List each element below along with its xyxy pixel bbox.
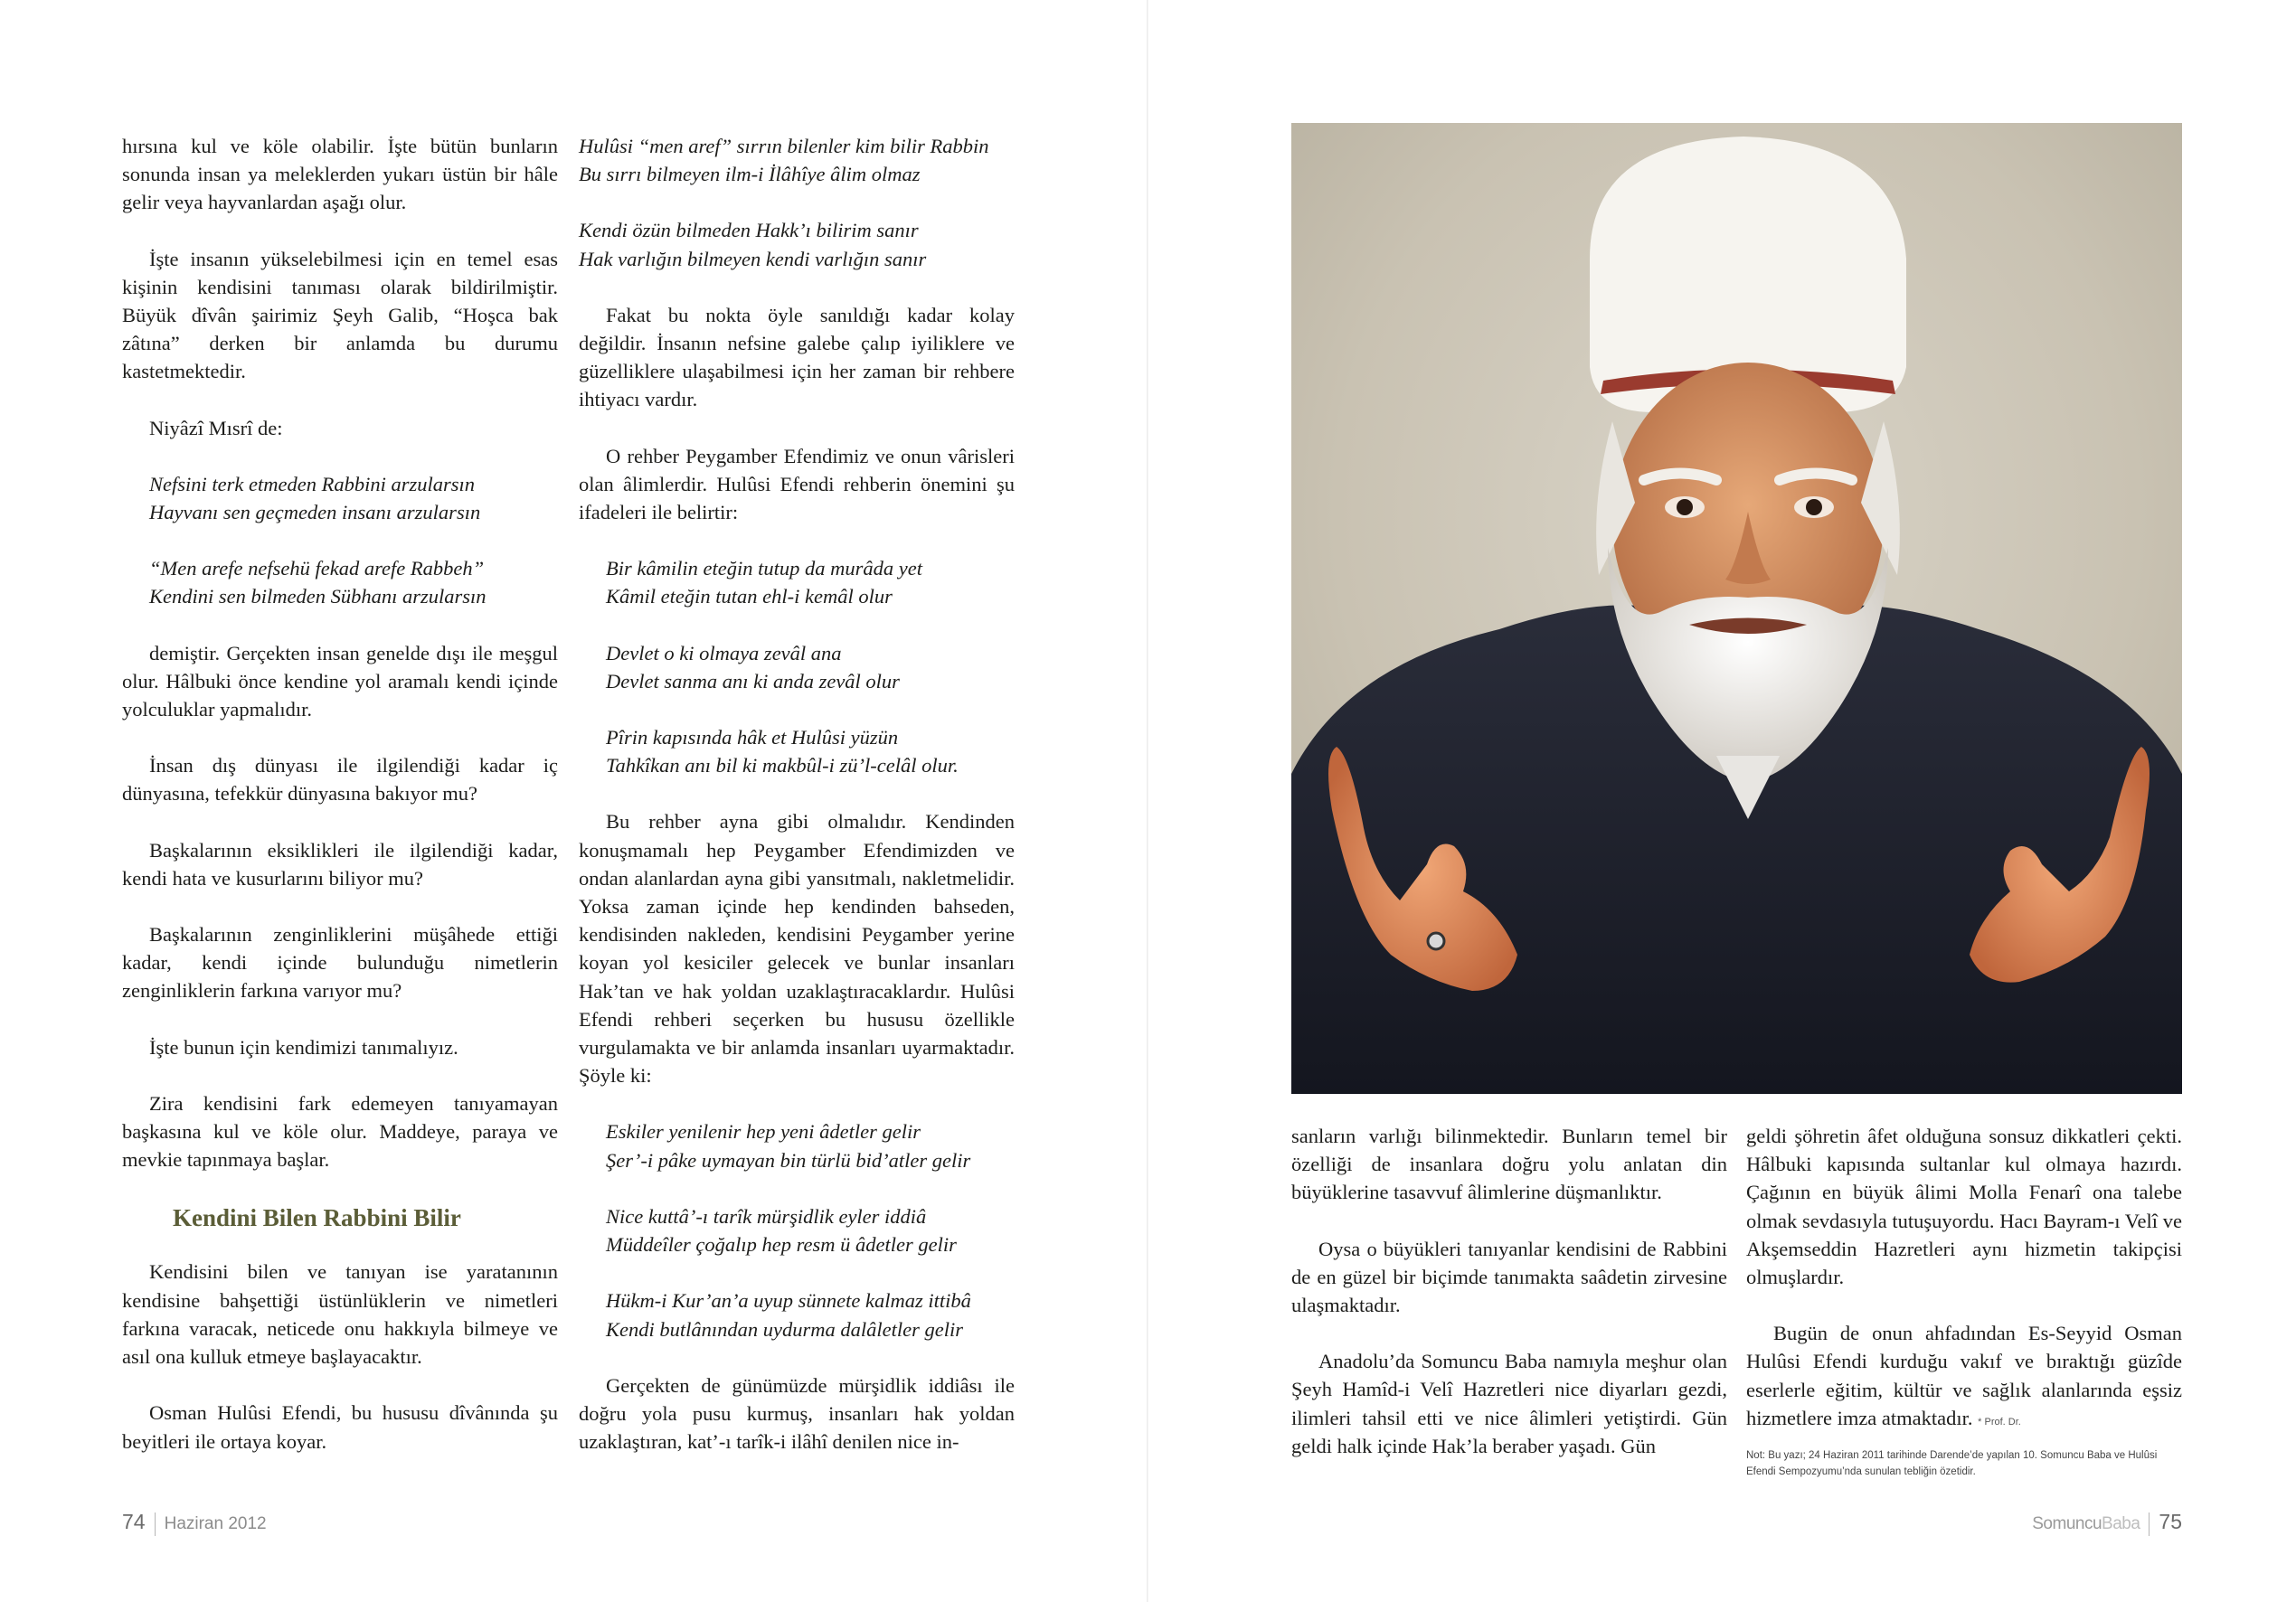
verse bbox=[579, 216, 1015, 272]
brand-name-bold: Somuncu bbox=[2032, 1514, 2102, 1533]
footer-divider bbox=[155, 1512, 156, 1536]
verse bbox=[579, 1117, 1015, 1173]
paragraph: Başkalarının eksiklikleri ile ilgilendiği kadar, kendi hata ve kusurlarını biliyor mu? bbox=[122, 838, 558, 890]
verse-line: Pîrin kapısında hâk et Hulûsi yüzün bbox=[606, 726, 899, 749]
paragraph: İşte bunun için kendimizi tanımalıyız. bbox=[149, 1035, 458, 1059]
verse-line: Şer’-i pâke uymayan bin türlü bid’atler gelir bbox=[606, 1148, 971, 1172]
left-footer bbox=[122, 1510, 267, 1536]
page-number: 74 bbox=[122, 1510, 146, 1533]
ring bbox=[1428, 933, 1444, 949]
paragraph: İşte insanın yükselebilmesi için en temel esas kişinin kendisini tanıması olarak bildirilmiştir. Büyük dîvân şairimiz Şeyh Galib, “Hoşca bak zâtına” derken bir anlamda bu durumu kastetmektedir. bbox=[122, 247, 558, 383]
verse bbox=[579, 723, 1015, 779]
verse-line: Tahkîkan anı bil ki makbûl-i zü’l-celâl olur. bbox=[606, 754, 959, 777]
verse bbox=[579, 1286, 1015, 1343]
verse bbox=[579, 554, 1015, 610]
verse-line: Hak varlığın bilmeyen kendi varlığın sanır bbox=[579, 247, 927, 270]
issue-date: Haziran 2012 bbox=[164, 1514, 267, 1533]
brand-logo bbox=[2032, 1514, 2140, 1533]
verse-line: Hayvanı sen geçmeden insanı arzularsın bbox=[149, 501, 481, 524]
paragraph: geldi şöhretin âfet olduğuna sonsuz dikkatleri çekti. Hâlbuki kapısında sultanlar kul olmaya hazırdı. Çağının en büyük âlimi Molla Fenarî ona talebe olmak sevdasıyla tutuşuyordu. Hacı Bayram-ı Velî ve Akşemseddin Hazretleri aynı hizmetin takipçisi olmuşlardır. bbox=[1746, 1125, 2182, 1289]
section-heading: Kendini Bilen Rabbini Bilir bbox=[173, 1204, 461, 1232]
paragraph: Zira kendisini fark edemeyen tanıyamayan başkasına kul ve köle olur. Maddeye, paraya ve mevkie tapınmaya başlar. bbox=[122, 1091, 558, 1172]
pupil-right bbox=[1806, 499, 1822, 515]
paragraph: Anadolu’da Somuncu Baba namıyla meşhur olan Şeyh Hamîd-i Velî Hazretleri nice diyarları gezdi, ilimleri tahsil etti ve nice âlimleri yetiştirdi. Gün geldi halk içinde Hak’la beraber yaşadı. Gün bbox=[1291, 1350, 1727, 1457]
paragraph: O rehber Peygamber Efendimiz ve onun vârisleri olan âlimlerdir. Hulûsi Efendi rehberin önemini şu ifadeleri ile belirtir: bbox=[579, 444, 1015, 524]
verse-line: Bu sırrı bilmeyen ilm-i İlâhîye âlim olmaz bbox=[579, 163, 921, 186]
pupil-left bbox=[1677, 499, 1693, 515]
paragraph: Niyâzî Mısrî de: bbox=[149, 416, 283, 439]
verse-line: Kendi özün bilmeden Hakk’ı bilirim sanır bbox=[579, 219, 919, 242]
paragraph: hırsına kul ve köle olabilir. İşte bütün bunların sonunda insan ya meleklerden yukarı üstün bir hâle gelir veya hayvanlardan aşağı olur. bbox=[122, 135, 558, 214]
verse bbox=[122, 470, 558, 526]
verse-line: Bir kâmilin eteğin tutup da murâda yet bbox=[606, 557, 922, 580]
paragraph: İnsan dış dünyası ile ilgilendiği kadar iç dünyasına, tefekkür dünyasına bakıyor mu? bbox=[122, 754, 558, 806]
paragraph: sanların varlığı bilinmektedir. Bunların temel bir özelliği de insanlara doğru yolu anlatan din büyüklerine tasavvuf âlimlerine düşmanlıktır. bbox=[1291, 1125, 1727, 1204]
paragraph: Bu rehber ayna gibi olmalıdır. Kendinden konuşmamalı hep Peygamber Efendimizden ve ondan alanlardan ayna gibi yansıtmalı, nakletmelidir. Yoksa zaman içinde hep kendinden bahseden, kendisinden nakleden, kendisini Peygamber yerine koyan yol kesiciler gelecek ve bunlar insanları Hak’tan ve hak yoldan uzaklaştıracaklardır. Hulûsi Efendi rehberi seçerken bu hususu özellikle vurgulamakta ve bir anlamda insanları uyarmaktadır. Şöyle ki: bbox=[579, 810, 1015, 1088]
left-column-1 bbox=[122, 132, 558, 1484]
verse-line: “Men arefe nefsehü fekad arefe Rabbeh” bbox=[149, 557, 485, 580]
verse bbox=[579, 1202, 1015, 1258]
verse bbox=[122, 554, 558, 610]
footer-divider bbox=[2149, 1512, 2150, 1536]
paragraph: Gerçekten de günümüzde mürşidlik iddiâsı ile doğru yola pusu kurmuş, insanları hak yoldan uzaklaştıran, kat’-ı tarîk-i ilâhî denilen nice in- bbox=[579, 1373, 1015, 1454]
left-column-2 bbox=[579, 132, 1015, 1484]
verse-line: Kâmil eteğin tutan ehl-i kemâl olur bbox=[606, 585, 893, 608]
paragraph: Kendisini bilen ve tanıyan ise yaratanının kendisine bahşettiği üstünlüklerin ve nimetleri farkına varacak, neticede onu hakkıyla bilmeye ve asıl ona kulluk etmeye başlayacaktır. bbox=[122, 1260, 558, 1369]
brand-name-light: Baba bbox=[2102, 1514, 2140, 1533]
verse-line: Kendi butlânından uydurma dalâletler gelir bbox=[606, 1317, 963, 1341]
paragraph: Osman Hulûsi Efendi, bu hususu dîvânında şu beyitleri ile ortaya koyar. bbox=[122, 1401, 558, 1453]
paragraph bbox=[1746, 1319, 2182, 1437]
verse-line: Hulûsi “men aref” sırrın bilenler kim bilir Rabbin bbox=[579, 135, 989, 157]
verse-line: Kendini sen bilmeden Sübhanı arzularsın bbox=[149, 585, 487, 608]
verse-line: Müddeîler çoğalıp hep resm ü âdetler gelir bbox=[606, 1233, 957, 1257]
portrait-image bbox=[1291, 123, 2182, 1094]
portrait-illustration bbox=[1291, 123, 2182, 1094]
right-column-2 bbox=[1746, 1122, 2182, 1480]
closing-text: Bugün de onun ahfadından Es-Seyyid Osman Hulûsi Efendi kurduğu vakıf ve bıraktığı güzîde eserlerle eğitim, kültür ve sağlık alanlarında eşsiz hizmetlere imza atmaktadır. bbox=[1746, 1322, 2182, 1429]
paragraph: Fakat bu nokta öyle sanıldığı kadar kolay değildir. İnsanın nefsine galebe çalıp iyiliklere ve güzelliklere ulaşabilmesi için her zaman bir rehbere ihtiyacı vardır. bbox=[579, 303, 1015, 411]
page-number: 75 bbox=[2159, 1510, 2182, 1533]
verse-line: Devlet sanma anı ki anda zevâl olur bbox=[606, 669, 900, 693]
verse-line: Nice kuttâ’-ı tarîk mürşidlik eyler iddiâ bbox=[606, 1204, 927, 1228]
verse-line: Eskiler yenilenir hep yeni âdetler gelir bbox=[606, 1120, 921, 1144]
paragraph: demiştir. Gerçekten insan genelde dışı ile meşgul olur. Hâlbuki önce kendine yol aramalı kendi içinde yolculuklar yapmalıdır. bbox=[122, 641, 558, 721]
footnote bbox=[1746, 1447, 2182, 1480]
verse bbox=[579, 132, 1015, 188]
verse-line: Devlet o ki olmaya zevâl ana bbox=[606, 641, 842, 664]
verse-line: Nefsini terk etmeden Rabbini arzularsın bbox=[149, 472, 475, 495]
paragraph: Başkalarının zenginliklerini müşâhede ettiği kadar, kendi içinde bulunduğu nimetlerin zenginliklerin farkına varıyor mu? bbox=[122, 923, 558, 1003]
verse bbox=[579, 639, 1015, 695]
verse-line: Hükm-i Kur’an’a uyup sünnete kalmaz ittibâ bbox=[606, 1289, 971, 1313]
author-signature: * Prof. Dr. bbox=[1978, 1416, 2021, 1428]
paragraph: Oysa o büyükleri tanıyanlar kendisini de Rabbini de en güzel bir biçimde tanımakta saâdetin zirvesine ulaşmaktadır. bbox=[1291, 1237, 1727, 1317]
right-page bbox=[1148, 0, 2296, 1602]
right-footer bbox=[2017, 1510, 2182, 1536]
footnote-text: Not: Bu yazı; 24 Haziran 2011 tarihinde Darende’de yapılan 10. Somuncu Baba ve Hulûsi Efendi Sempozyumu’nda sunulan tebliğin özetidir. bbox=[1746, 1450, 2158, 1478]
right-column-1 bbox=[1291, 1122, 1727, 1488]
